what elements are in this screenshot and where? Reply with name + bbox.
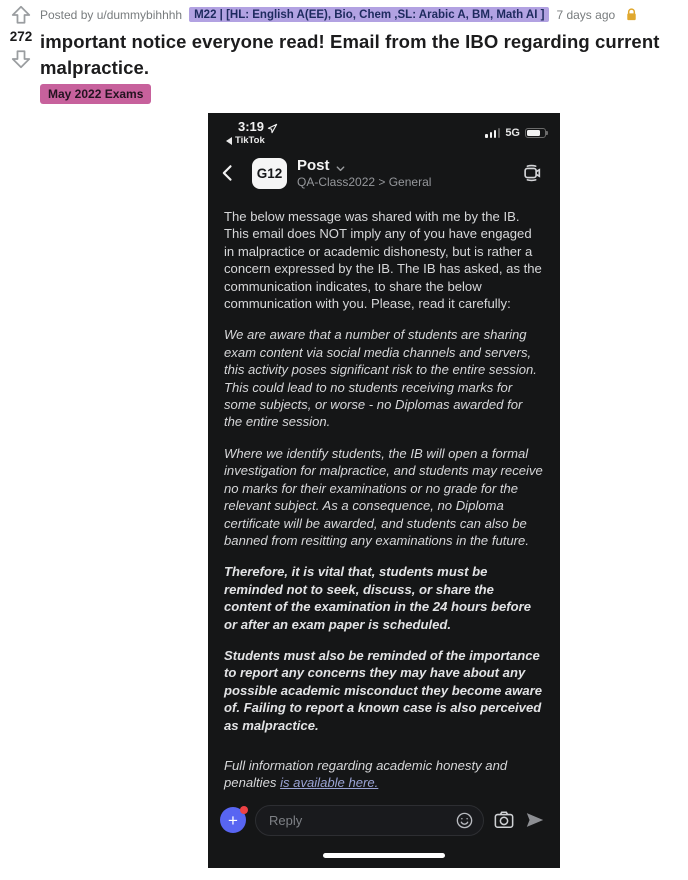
message-paragraph: Therefore, it is vital that, students must be reminded not to seek, discuss, or share the content of the examination in the 24 hours before or after an exam paper is scheduled. (224, 564, 532, 632)
post-flair-badge[interactable]: May 2022 Exams (40, 84, 151, 104)
vote-column (4, 4, 38, 70)
add-attachment-button[interactable]: + (220, 807, 246, 833)
posted-by-text[interactable]: Posted by u/dummybihhhh (40, 7, 183, 22)
lock-icon (624, 7, 639, 22)
post-title: important notice everyone read! Email from the IBO regarding current malpractice. (40, 31, 660, 78)
video-call-icon[interactable] (520, 162, 544, 184)
message-paragraph (224, 757, 544, 792)
upvote-icon[interactable] (10, 4, 32, 26)
back-chevron-icon[interactable] (218, 163, 238, 183)
reply-input[interactable] (269, 813, 455, 828)
downvote-icon[interactable] (10, 48, 32, 70)
message-paragraph: The below message was shared with me by the IB. This email does NOT imply any of you have engaged in malpractice or academic dishonesty, but is rather a concern expressed by the IB. The IB has asked, as the communication indicates, to share the below communication with you. Please, read it carefully: (224, 209, 542, 312)
network-type-label: 5G (505, 127, 520, 139)
status-bar (208, 113, 560, 151)
message-body (208, 199, 560, 798)
battery-icon (525, 128, 546, 139)
message-paragraph: We are aware that a number of students are sharing exam content via social media channels and servers, this activity poses significant risk to the entire session. This could lead to no students receiving marks for some subjects, or worse - no Diplomas awarded for the entire session. (224, 327, 537, 430)
notification-dot (240, 806, 248, 814)
author-flair-badge: M22 | [HL: English A(EE), Bio, Chem ,SL: Arabic A, BM, Math AI ] (189, 7, 549, 22)
send-icon[interactable] (524, 810, 546, 830)
channel-breadcrumb: QA-Class2022 > General (297, 175, 432, 189)
back-to-app-label[interactable]: TikTok (226, 135, 278, 146)
channel-header (208, 151, 560, 199)
channel-title-dropdown[interactable] (297, 157, 520, 174)
vote-count: 272 (9, 29, 33, 44)
emoji-icon[interactable] (455, 811, 474, 830)
location-arrow-icon (267, 121, 278, 132)
message-paragraph: Where we identify students, the IB will open a formal investigation for malpractice, and students may receive no marks for their examinations or no grade for the relevant subject. As a consequence, no Diploma certificate will be awarded, and students can also be banned from resitting any examinations in the future. (224, 445, 543, 548)
signal-bars-icon (485, 128, 500, 138)
embedded-screenshot[interactable] (208, 113, 560, 868)
back-triangle-icon (226, 137, 232, 145)
message-text: Full information regarding academic honesty and penalties (224, 757, 508, 791)
message-paragraph: Students must also be reminded of the importance to report any concerns they may have about any possible academic misconduct they become aware of. Failing to report a known case is also perceived as malpractice. (224, 647, 543, 733)
post-meta-row (40, 7, 680, 22)
reply-bar (208, 798, 560, 842)
home-indicator-zone (208, 842, 560, 868)
reply-field-container[interactable] (255, 805, 484, 836)
inline-link[interactable]: is available here. (280, 775, 379, 791)
chevron-down-icon (335, 161, 346, 172)
status-time: 3:19 (238, 119, 265, 134)
camera-icon[interactable] (493, 810, 515, 830)
home-indicator[interactable] (323, 853, 445, 858)
server-badge[interactable]: G12 (252, 158, 287, 189)
post-timestamp: 7 days ago (556, 7, 616, 22)
channel-title: Post (297, 157, 330, 174)
